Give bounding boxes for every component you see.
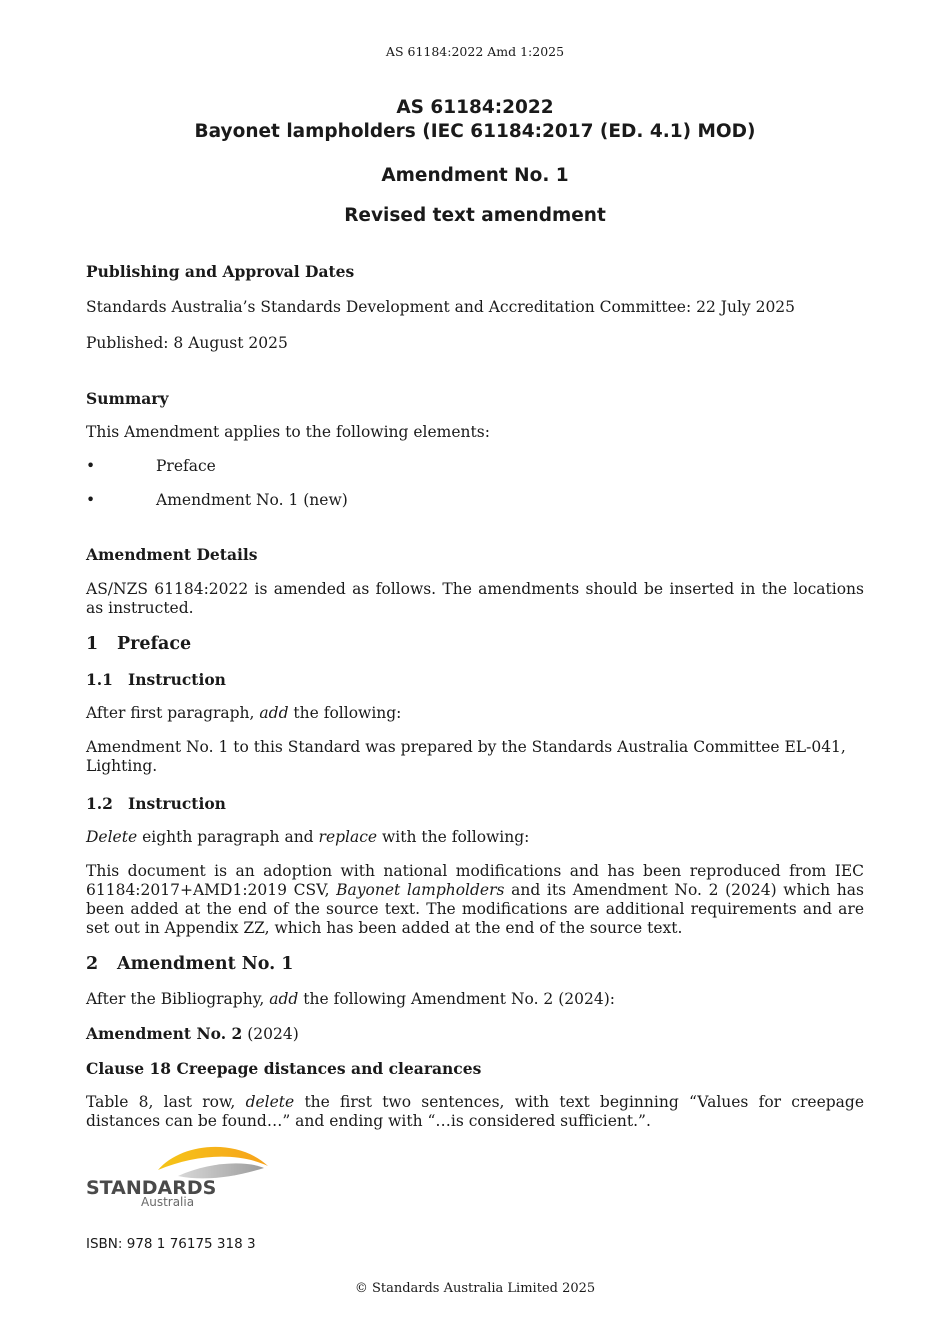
- clause-18-text: Table 8, last row, delete the first two sentences, with text beginning “Values for creepage distances can be found…” and ending with “…is considered sufficient.”.: [86, 1093, 865, 1130]
- summary-heading: Summary: [86, 389, 169, 408]
- running-header: AS 61184:2022 Amd 1:2025: [385, 44, 565, 59]
- amendment-text-1-2: This document is an adoption with national modifications and has been reproduced from IEC 61184:2017+AMD1:2019 CSV, Bayonet lampholders and its Amendment No. 2 (2024) which has been added at the end of the source text. The modifications are additional requirements and are set out in Appendix ZZ, which has been added at the end of the source text.: [86, 862, 864, 937]
- section-title: Amendment No. 1: [117, 954, 294, 974]
- standards-australia-logo: [86, 1140, 270, 1212]
- subsection-1-1-heading: [86, 670, 864, 689]
- instruction-2: After the Bibliography, add the following Amendment No. 2 (2024):: [86, 990, 615, 1008]
- amendment-subtitle: Revised text amendment: [344, 205, 606, 226]
- document-body: [86, 262, 864, 1131]
- section-number: 2: [86, 954, 99, 974]
- list-item: [86, 491, 864, 510]
- instruction-1-2: Delete eighth paragraph and replace with the following:: [86, 828, 530, 846]
- svg-text:Australia: Australia: [141, 1195, 195, 1209]
- amendment-title: Amendment No. 1: [381, 165, 569, 186]
- title-block: [0, 96, 950, 228]
- instruction-1-1: After first paragraph, add the following:: [86, 704, 402, 722]
- standard-title: Bayonet lampholders (IEC 61184:2017 (ED. 4.1) MOD): [194, 121, 756, 142]
- list-item-label: Amendment No. 1 (new): [156, 491, 348, 509]
- subsection-1-2-heading: [86, 794, 864, 813]
- clause-18-heading: Clause 18 Creepage distances and clearances: [86, 1059, 482, 1078]
- section-title: Preface: [117, 634, 192, 654]
- subsection-number: 1.2: [86, 794, 113, 813]
- summary-intro: This Amendment applies to the following elements:: [86, 423, 490, 441]
- section-number: 1: [86, 634, 99, 654]
- copyright-footer: © Standards Australia Limited 2025: [354, 1281, 596, 1296]
- amendment-no-2-label: Amendment No. 2 (2024): [86, 1024, 299, 1043]
- details-text: AS/NZS 61184:2022 is amended as follows. The amendments should be inserted in the locations as instructed.: [86, 580, 864, 617]
- details-heading: Amendment Details: [86, 545, 258, 564]
- bullet-marker: •: [86, 491, 96, 509]
- svg-text:STANDARDS: STANDARDS: [86, 1177, 217, 1199]
- amendment-text-1-1: Amendment No. 1 to this Standard was prepared by the Standards Australia Committee EL-041, Lighting.: [86, 738, 846, 775]
- section-2-heading: [86, 955, 864, 974]
- subsection-title: Instruction: [128, 670, 226, 689]
- approval-date: Standards Australia’s Standards Development and Accreditation Committee: 22 July 2025: [86, 298, 796, 316]
- list-item-label: Preface: [156, 457, 216, 475]
- bullet-marker: •: [86, 457, 96, 475]
- published-date: Published: 8 August 2025: [86, 334, 288, 352]
- isbn: ISBN: 978 1 76175 318 3: [86, 1236, 256, 1252]
- list-item: [86, 457, 864, 476]
- standard-number: AS 61184:2022: [396, 97, 554, 118]
- subsection-title: Instruction: [128, 794, 226, 813]
- subsection-number: 1.1: [86, 670, 113, 689]
- section-1-heading: [86, 635, 864, 654]
- publishing-heading: Publishing and Approval Dates: [86, 262, 355, 281]
